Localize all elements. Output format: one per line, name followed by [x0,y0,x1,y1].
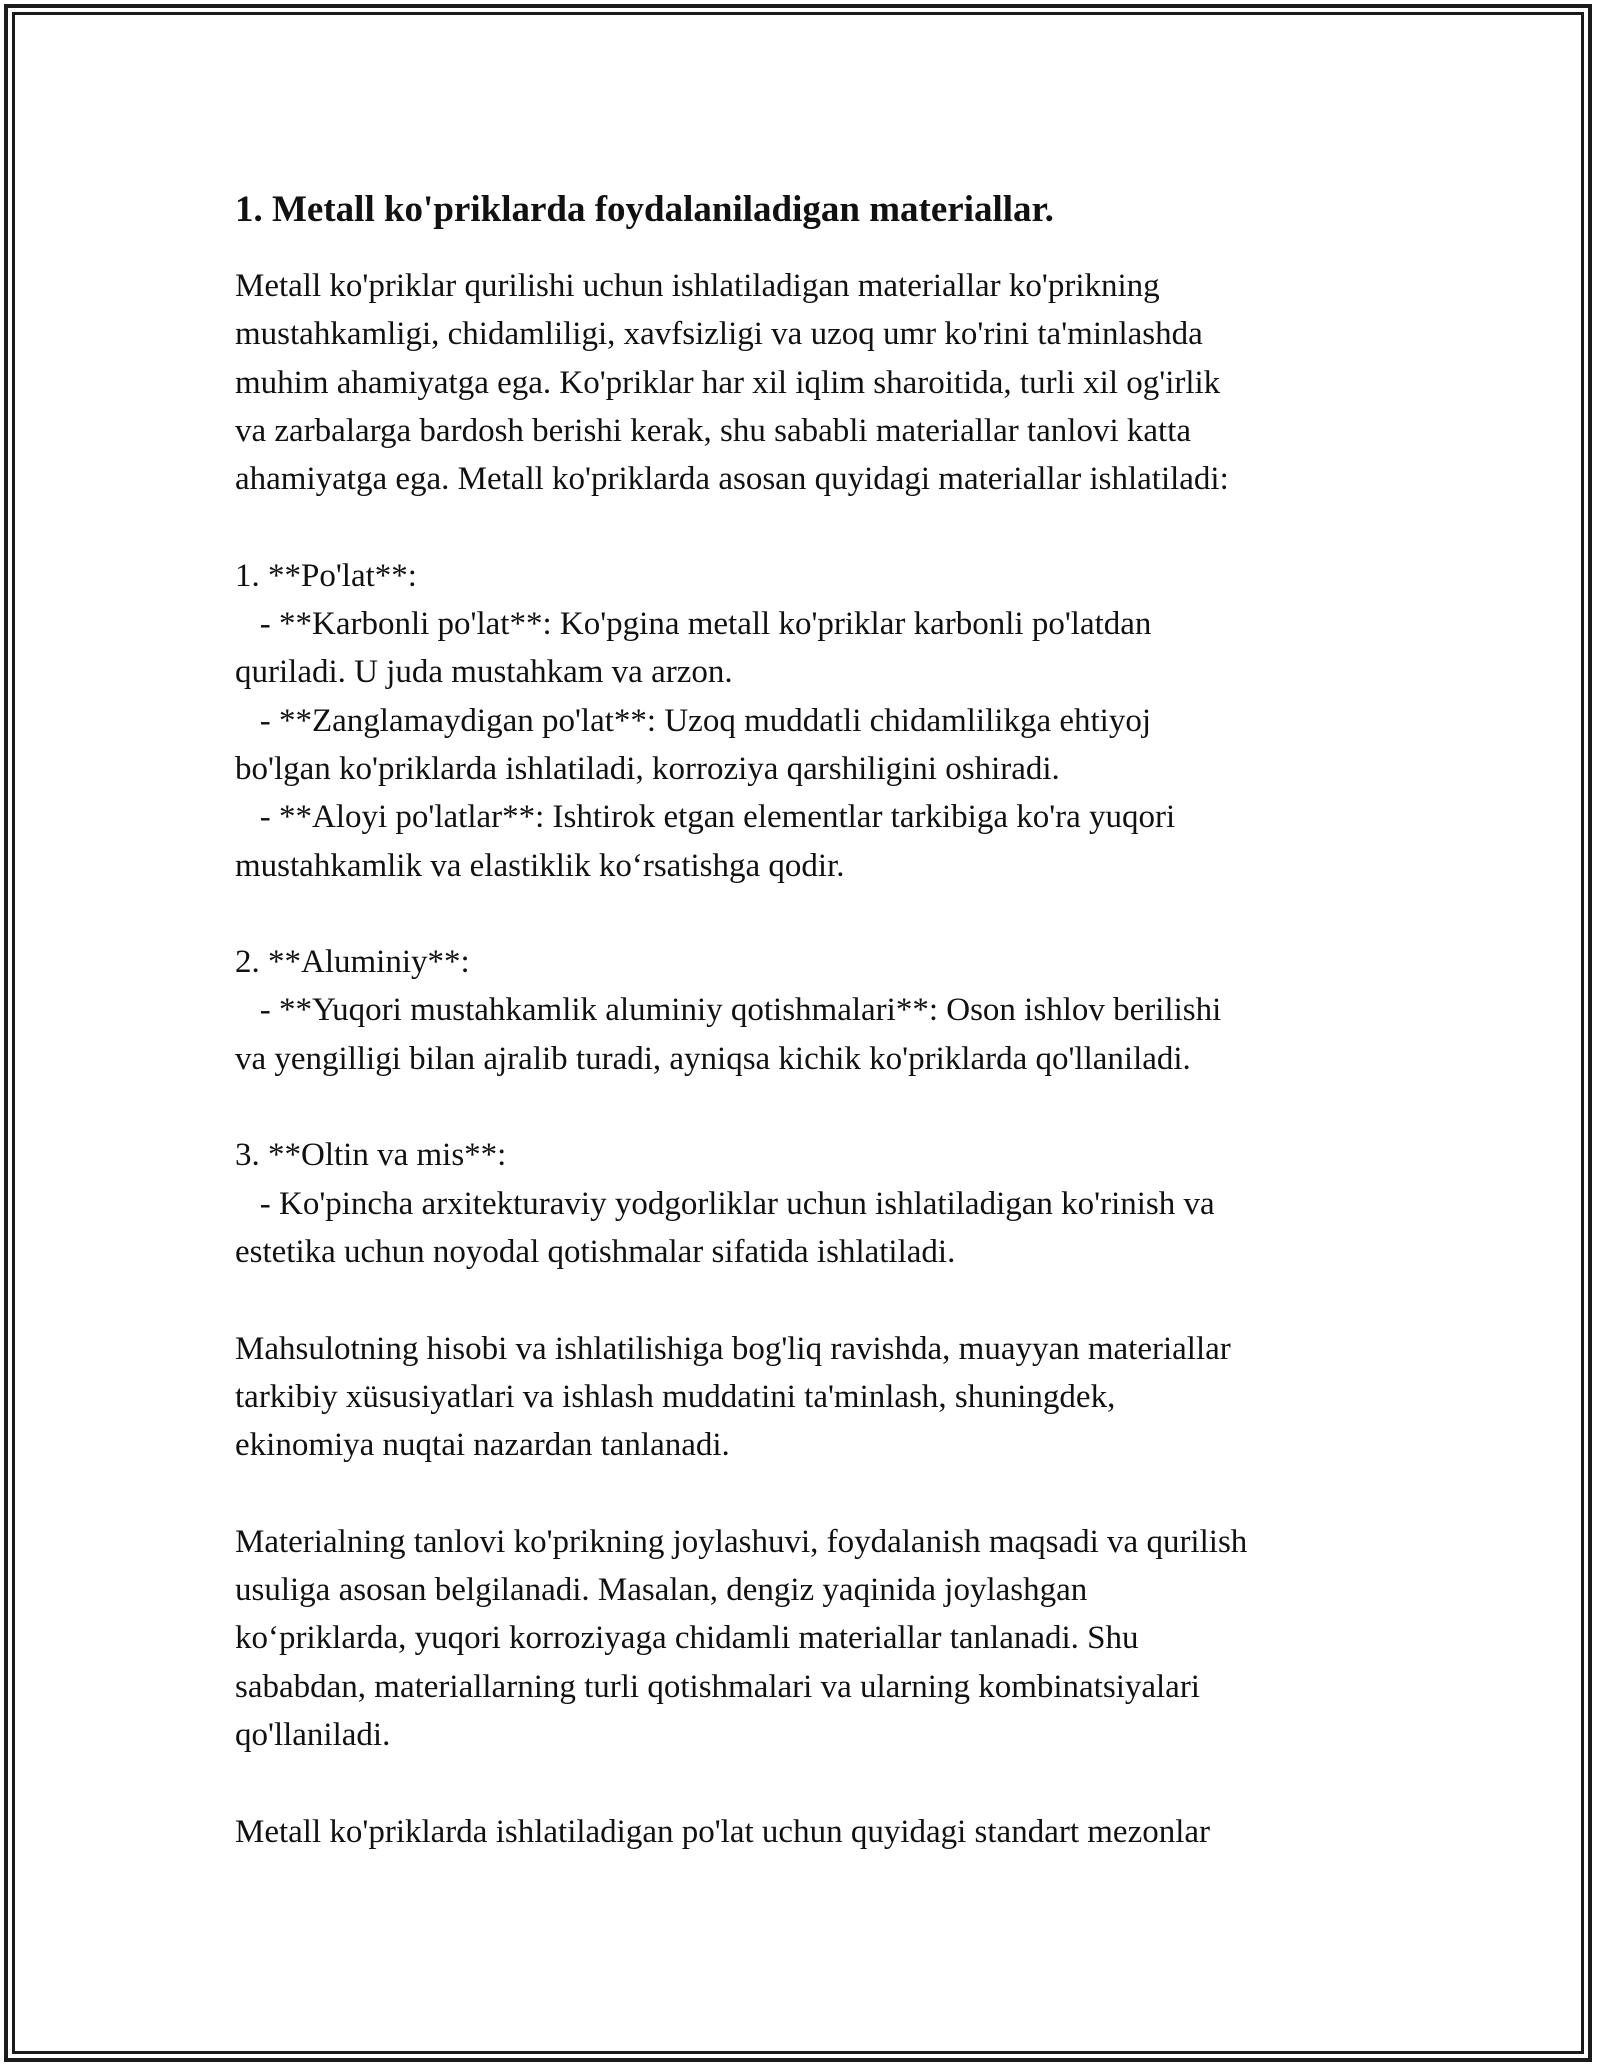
text-line: sababdan, materiallarning turli qotishmalari va ularning kombinatsiyalari [235,1668,1200,1705]
text-line: - **Aloyi po'latlar**: Ishtirok etgan elementlar tarkibiga ko'ra yuqori [235,799,1176,836]
blank-line [235,1469,1395,1517]
text-line: Materialning tanlovi ko'prikning joylashuvi, foydalanish maqsadi va qurilish [235,1523,1248,1560]
text-line: - **Karbonli po'lat**: Ko'pgina metall ko'priklar karbonli po'latdan [235,606,1152,643]
list-item-gold-copper [235,1131,1395,1276]
text-line: Mahsulotning hisobi va ishlatilishiga bog'liq ravishda, muayyan materiallar [235,1330,1231,1367]
text-line: Metall ko'priklar qurilishi uchun ishlatiladigan materiallar ko'prikning [235,268,1160,304]
paragraph-product [235,1325,1395,1470]
intro-paragraph [235,262,1395,503]
text-line: ahamiyatga ega. Metall ko'priklarda asosan quyidagi materiallar ishlatiladi: [235,461,1229,498]
text-line: bo'lgan ko'priklarda ishlatiladi, korroziya qarshiligini oshiradi. [235,750,1060,787]
paragraph-standards [235,1808,1395,1856]
text-line: va yengilligi bilan ajralib turadi, ayniqsa kichik ko'priklarda qo'llaniladi. [235,1040,1191,1077]
list-item-title: 1. **Po'lat**: [235,557,417,594]
text-line: tarkibiy xüsusiyatlari va ishlash muddatini ta'minlash, shuningdek, [235,1378,1116,1415]
text-line: usuliga asosan belgilanadi. Masalan, dengiz yaqinida joylashgan [235,1572,1088,1609]
document-body [235,186,1395,1856]
blank-line [235,1759,1395,1807]
blank-line [235,503,1395,551]
text-line: muhim ahamiyatga ega. Ko'priklar har xil iqlim sharoitida, turli xil og'irlik [235,364,1221,401]
text-line: mustahkamligi, chidamliligi, xavfsizligi va uzoq umr ko'rini ta'minlashda [235,316,1203,353]
text-line: - **Zanglamaydigan po'lat**: Uzoq muddatli chidamlilikga ehtiyoj [235,702,1151,739]
text-line: qo'llaniladi. [235,1716,391,1753]
text-line: ko‘priklarda, yuqori korroziyaga chidamli materiallar tanlanadi. Shu [235,1620,1139,1657]
paragraph-selection [235,1518,1395,1759]
list-item-title: 3. **Oltin va mis**: [235,1137,507,1174]
text-line: ekinomiya nuqtai nazardan tanlanadi. [235,1427,730,1464]
list-item-steel [235,552,1395,890]
blank-line [235,1083,1395,1131]
blank-line [235,1276,1395,1324]
section-heading: 1. Metall ko'priklarda foydalaniladigan materiallar. [235,189,1054,230]
list-item-aluminium [235,938,1395,1083]
blank-line [235,890,1395,938]
text-line: - Ko'pincha arxitekturaviy yodgorliklar uchun ishlatiladigan ko'rinish va [235,1185,1215,1222]
text-line: Metall ko'priklarda ishlatiladigan po'lat uchun quyidagi standart mezonlar [235,1813,1211,1850]
text-line: estetika uchun noyodal qotishmalar sifatida ishlatiladi. [235,1233,956,1270]
text-line: - **Yuqori mustahkamlik aluminiy qotishmalari**: Oson ishlov berilishi [235,992,1222,1029]
text-line: mustahkamlik va elastiklik ko‘rsatishga qodir. [235,847,845,884]
list-item-title: 2. **Aluminiy**: [235,944,470,981]
text-line: quriladi. U juda mustahkam va arzon. [235,654,733,691]
text-line: va zarbalarga bardosh berishi kerak, shu sababli materiallar tanlovi katta [235,412,1192,449]
